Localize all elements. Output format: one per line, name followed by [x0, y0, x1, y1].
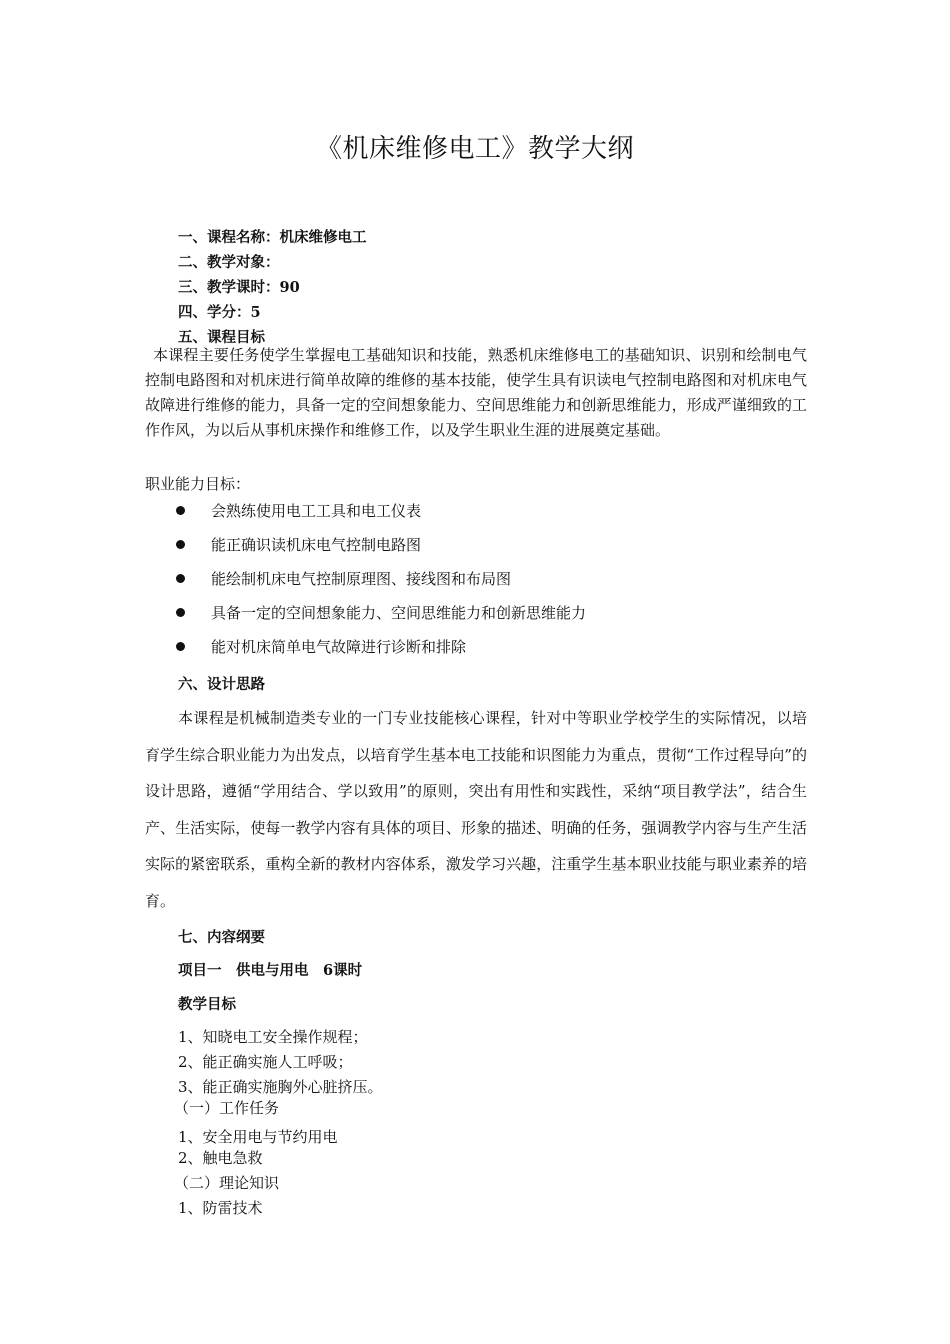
- theory-heading: （二）理论知识: [174, 1174, 280, 1192]
- bullet-icon: [176, 642, 185, 651]
- section-outline-heading: 七、内容纲要: [178, 929, 265, 946]
- ability-item-text: 具备一定的空间想象能力、空间思维能力和创新思维能力: [211, 604, 587, 622]
- ability-item-text: 能绘制机床电气控制原理图、接线图和布局图: [211, 570, 512, 588]
- tasks-heading: （一）工作任务: [174, 1099, 280, 1117]
- teaching-goals-heading: 教学目标: [178, 996, 236, 1013]
- ability-label: 职业能力目标：: [145, 475, 251, 493]
- section-hours: 三、教学课时：90: [178, 279, 300, 296]
- ability-item: [176, 568, 511, 589]
- section-design-heading: 六、设计思路: [178, 676, 265, 693]
- goals-paragraph: 本课程主要任务使学生掌握电工基础知识和技能，熟悉机床维修电工的基础知识、识别和绘制电气控制电路图和对机床进行简单故障的维修的基本技能，使学生具有识读电气控制电路图和对机床电气故障进行维修的能力，具备一定的空间想象能力、空间思维能力和创新思维能力，形成严谨细致的工作作风，为以后从事机床操作和维修工作，以及学生职业生涯的进展奠定基础。: [145, 346, 807, 439]
- teaching-goal-item: 2、能正确实施人工呼吸；: [178, 1053, 353, 1071]
- section-credits: 四、学分：5: [178, 304, 261, 321]
- ability-item-text: 能对机床简单电气故障进行诊断和排除: [211, 638, 467, 656]
- ability-item: [176, 500, 421, 521]
- bullet-icon: [176, 506, 185, 515]
- ability-item: [176, 636, 466, 657]
- bullet-icon: [176, 608, 185, 617]
- ability-item: [176, 534, 421, 555]
- task-item: 1、安全用电与节约用电: [178, 1128, 338, 1146]
- section-audience: 二、教学对象：: [178, 254, 280, 271]
- teaching-goal-item: 3、能正确实施胸外心脏挤压。: [178, 1078, 383, 1096]
- theory-item: 1、防雷技术: [178, 1199, 263, 1217]
- ability-item-text: 能正确识读机床电气控制电路图: [211, 536, 422, 554]
- design-paragraph: 本课程是机械制造类专业的一门专业技能核心课程，针对中等职业学校学生的实际情况，以培育学生综合职业能力为出发点，以培育学生基本电工技能和识图能力为重点，贯彻“工作过程导向”的设计思路，遵循“学用结合、学以致用”的原则，突出有用性和实践性，采纳“项目教学法”，结合生产、生活实际，使每一教学内容有具体的项目、形象的描述、明确的任务，强调教学内容与生产生活实际的紧密联系，重构全新的教材内容体系，激发学习兴趣，注重学生基本职业技能与职业素养的培育。: [145, 709, 807, 910]
- ability-item-text: 会熟练使用电工工具和电工仪表: [211, 502, 422, 520]
- ability-item: [176, 602, 586, 623]
- bullet-icon: [176, 540, 185, 549]
- section-goals-heading: 五、课程目标: [178, 329, 265, 346]
- section-course-name: 一、课程名称：机床维修电工: [178, 229, 367, 246]
- project-heading: 项目一 供电与用电 6课时: [178, 962, 363, 979]
- task-item: 2、触电急救: [178, 1149, 263, 1167]
- teaching-goal-item: 1、知晓电工安全操作规程；: [178, 1028, 368, 1046]
- document-title: 《机床维修电工》教学大纲: [315, 134, 634, 164]
- bullet-icon: [176, 574, 185, 583]
